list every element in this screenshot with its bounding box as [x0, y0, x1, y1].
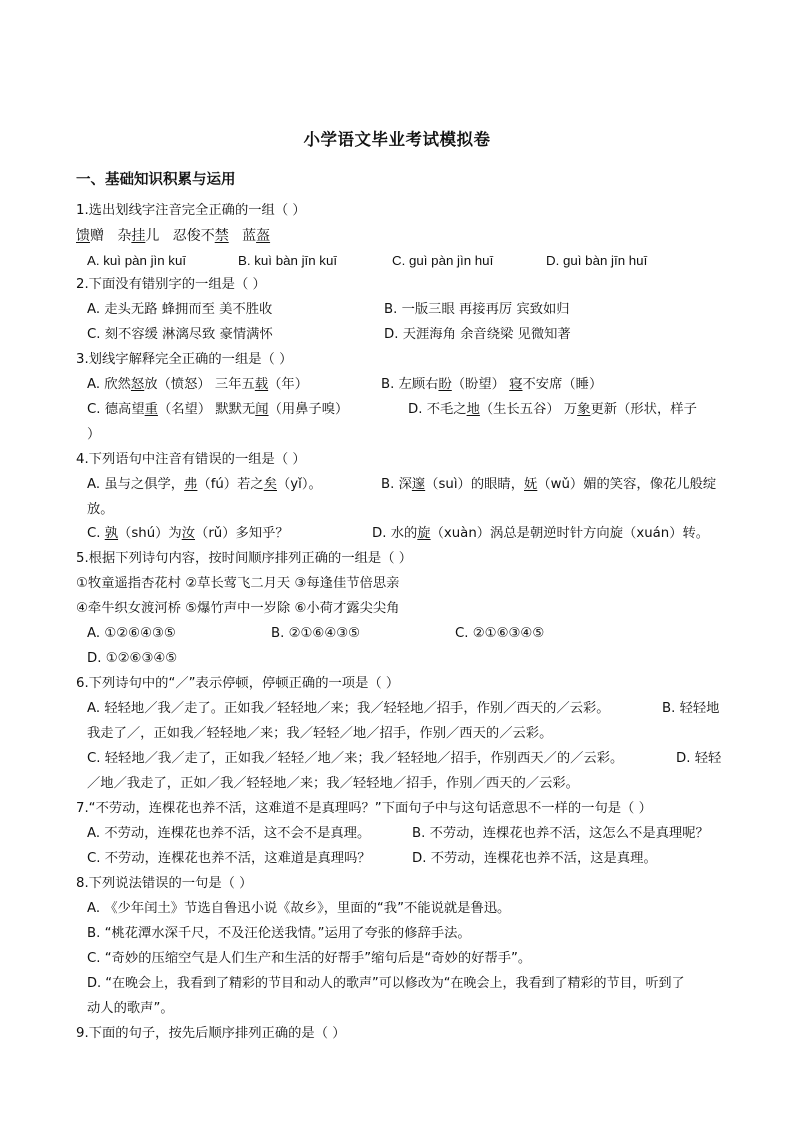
q3-option-c[interactable]: [87, 400, 348, 420]
q4d-underlined: 旋: [417, 526, 431, 541]
q4a-text: A. 虽与之俱学，: [87, 477, 185, 492]
q4-option-c[interactable]: [87, 524, 289, 544]
q4d-text: （xuàn）涡总是朝逆时针方向旋（xuán）转。: [430, 526, 710, 541]
q3b-text: （盼望）: [451, 377, 510, 392]
q8-stem: 8.下列说法错误的一句是（ ）: [76, 876, 253, 891]
q4b-text: B. 深: [381, 477, 412, 492]
q5-option-a[interactable]: A. ①②⑥④③⑤: [87, 626, 176, 641]
q3a-underlined: 载: [254, 377, 269, 392]
q4a-underlined: 弗: [184, 477, 198, 492]
q1-option-d[interactable]: D. guì bàn jīn huī: [546, 253, 648, 268]
q2-option-a[interactable]: A. 走头无路 蜂拥而至 美不胜收: [87, 302, 273, 317]
q4c-text: （shú）为: [118, 526, 182, 541]
q3c-text: （名望） 默默无: [157, 402, 256, 417]
q3a-text: （年）: [268, 377, 309, 392]
q3b-text: 不安席（睡）: [522, 377, 603, 392]
q5-poem-line: ④牵牛织女渡河桥 ⑤爆竹声中一岁除 ⑥小荷才露尖尖角: [76, 601, 400, 616]
q4a-text: （fú）若之: [197, 477, 264, 492]
q1-option-b[interactable]: B. kuì bàn jīn kuī: [238, 253, 338, 268]
q1-word: 儿: [145, 228, 160, 244]
q9-stem: 9.下面的句子，按先后顺序排列正确的是（ ）: [76, 1026, 346, 1041]
q8-option-b[interactable]: B. “桃花潭水深千尺，不及汪伦送我情。”运用了夸张的修辞手法。: [87, 926, 471, 941]
q3c-text: （用鼻子嗅）: [268, 402, 349, 417]
q1-words: [76, 226, 270, 246]
q3-option-d[interactable]: [408, 400, 697, 420]
q7-option-a[interactable]: A. 不劳动，连棵花也养不活，这不会不是真理。: [87, 826, 371, 841]
q4c-underlined: 孰: [104, 526, 119, 541]
q3a-text: A. 欣然: [87, 377, 131, 392]
q3c-underlined: 重: [144, 402, 158, 417]
q2-option-d[interactable]: D. 天涯海角 余音绕梁 见微知著: [384, 327, 571, 342]
q4b-text: （wǔ）媚的笑容，像花儿般绽: [537, 477, 717, 492]
q4-option-b-continued: 放。: [87, 502, 114, 517]
q7-option-d[interactable]: D. 不劳动，连棵花也养不活，这是真理。: [412, 851, 657, 866]
q8-option-c[interactable]: C. “奇妙的压缩空气是人们生产和生活的好帮手”缩句后是“奇妙的好帮手”。: [87, 951, 532, 966]
q1-option-a[interactable]: A. kuì pàn jìn kuī: [87, 253, 187, 268]
q1-word: 挂: [131, 228, 146, 244]
q2-option-b[interactable]: B. 一版三眼 再接再厉 宾致如归: [384, 302, 570, 317]
q3d-text: 更新（形状，样子: [590, 402, 697, 417]
q3-stem: 3.划线字解释完全正确的一组是（ ）: [76, 352, 293, 367]
q6-option-d[interactable]: D. 轻轻: [676, 751, 722, 766]
q1-option-c[interactable]: C. guì pàn jìn huī: [392, 253, 494, 268]
q6-option-c[interactable]: C. 轻轻地／我／走了，正如我／轻轻／地／来；我／轻轻地／招手，作别西天／的／云彩。: [87, 751, 624, 766]
q7-option-c[interactable]: C. 不劳动，连棵花也养不活，这难道是真理吗？: [87, 851, 371, 866]
q2-stem: 2.下面没有错别字的一组是（ ）: [76, 277, 266, 292]
q5-option-b[interactable]: B. ②①⑥④③⑤: [271, 626, 361, 641]
q3a-text: 放（愤怒） 三年五: [144, 377, 255, 392]
q4-option-d[interactable]: [372, 524, 709, 544]
q3d-text: （生长五谷） 万: [479, 402, 578, 417]
q8-option-a[interactable]: A. 《少年闰土》节选自鲁迅小说《故乡》，里面的“我”不能说就是鲁迅。: [87, 901, 511, 916]
q4-option-b[interactable]: [381, 475, 716, 495]
q5-option-c[interactable]: C. ②①⑥③④⑤: [455, 626, 545, 641]
q6-option-b[interactable]: B. 轻轻地: [662, 701, 720, 716]
q3d-text: D. 不毛之: [408, 402, 467, 417]
q7-option-b[interactable]: B. 不劳动，连棵花也养不活，这怎么不是真理呢？: [412, 826, 709, 841]
q3-option-b[interactable]: [381, 375, 602, 395]
q5-poem-line: ①牧童遥指杏花村 ②草长莺飞二月天 ③每逢佳节倍思亲: [76, 576, 400, 591]
q1-word: 忍俊不: [172, 228, 215, 244]
q4-stem: 4.下列语句中注音有错误的一组是（ ）: [76, 452, 306, 467]
q3b-text: B. 左顾右: [381, 377, 439, 392]
q4b-underlined: 妩: [524, 477, 538, 492]
q5-option-d[interactable]: D. ①②⑥③④⑤: [87, 651, 178, 666]
q1-word: 蓝: [242, 228, 257, 244]
q8-option-d[interactable]: D. “在晚会上，我看到了精彩的节目和动人的歌声”可以修改为“在晚会上，我看到了精彩的节目，听到了: [87, 976, 685, 991]
q4d-text: D. 水的: [372, 526, 418, 541]
q5-stem: 5.根据下列诗句内容，按时间顺序排列正确的一组是（ ）: [76, 551, 413, 566]
q6-option-a[interactable]: A. 轻轻地／我／走了。正如我／轻轻地／来；我／轻轻地／招手，作别／西天的／云彩。: [87, 701, 610, 716]
q3a-underlined: 怒: [130, 377, 145, 392]
q4b-text: （suì）的眼睛，: [425, 477, 525, 492]
q3-option-a[interactable]: [87, 375, 308, 395]
q4c-text: （rǔ）多知乎？: [195, 526, 289, 541]
q6-option-d-continued: ／地／我走了，正如／我／轻轻地／来；我／轻轻地／招手，作别／西天的／云彩。: [87, 776, 579, 791]
q4-option-a[interactable]: [87, 475, 322, 495]
q4c-underlined: 汝: [181, 526, 196, 541]
q1-word: 盔: [256, 228, 271, 244]
q1-word: 禁: [214, 228, 229, 244]
q3-option-d-continued: ）: [87, 427, 101, 442]
q6-stem: 6.下列诗句中的“／”表示停顿，停顿正确的一项是（ ）: [76, 676, 400, 691]
q3c-text: C. 德高望: [87, 402, 145, 417]
q3d-underlined: 地: [466, 402, 480, 417]
q4a-underlined: 矣: [263, 477, 277, 492]
q3d-underlined: 象: [577, 402, 591, 417]
q1-word: 杂: [117, 228, 132, 244]
q1-word: 赠: [90, 228, 104, 244]
q3b-underlined: 寝: [509, 377, 523, 392]
section-heading: 一、基础知识积累与运用: [76, 172, 236, 188]
q4c-text: C.: [87, 526, 105, 541]
q7-stem: 7.“不劳动，连棵花也养不活，这难道不是真理吗？”下面句子中与这句话意思不一样的一句是（ ）: [76, 801, 652, 816]
q3c-underlined: 闻: [255, 402, 269, 417]
q2-option-c[interactable]: C. 刻不容缓 淋漓尽致 豪情满怀: [87, 327, 273, 342]
page-title: 小学语文毕业考试模拟卷: [303, 130, 491, 149]
q8-option-d-continued: 动人的歌声”。: [87, 1001, 174, 1016]
q3b-underlined: 盼: [438, 377, 452, 392]
q1-stem: 1.选出划线字注音完全正确的一组（ ）: [76, 203, 306, 218]
q1-word: 馈: [76, 228, 90, 244]
q4a-text: （yǐ）。: [277, 477, 322, 492]
q4b-underlined: 邃: [411, 477, 426, 492]
q6-option-b-continued: 我走了／，正如我／轻轻地／来；我／轻轻／地／招手，作别／西天的／云彩。: [87, 726, 553, 741]
